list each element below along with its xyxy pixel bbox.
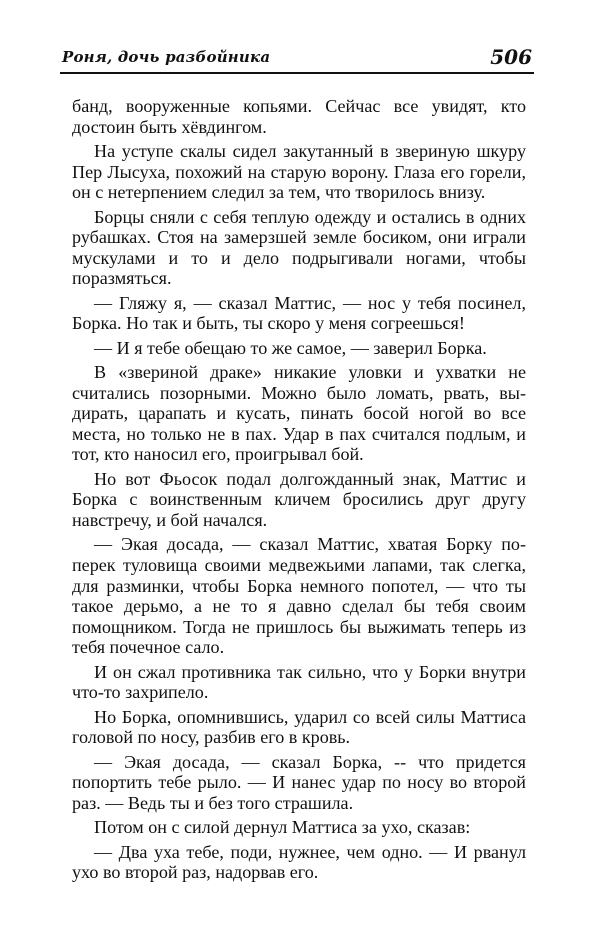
- page-number: 506: [490, 45, 532, 69]
- paragraph-5: — И я тебе обещаю то же самое, — заверил Борка.: [94, 337, 487, 358]
- paragraph-2: На уступе скалы сидел закутанный в звериную шкуру Пер Лысуха, похожий на старую ворону. Глаза его горели, он с нетерпением следил за тем, что творилось внизу.: [72, 140, 526, 203]
- paragraph-11: — Экая досада, — сказал Борка, -- что придется попортить тебе рыло. — И нанес удар по носу во второй раз. — Ведь ты и без того страшила.: [72, 751, 526, 813]
- header-rule: [60, 72, 534, 74]
- paragraph-10: Но Борка, опомнившись, ударил со всей силы Маттиса головой по носу, разбив его в кровь.: [72, 706, 526, 748]
- paragraph-1: банд, вооруженные копьями. Сейчас все увидят, кто достоин быть хёвдингом.: [72, 96, 526, 137]
- paragraph-4: — Гляжу я, — сказал Маттис, — нос у тебя посинел, Борка. Но так и быть, ты скоро у меня согреешься!: [72, 292, 526, 334]
- paragraph-7: Но вот Фьосок подал долгожданный знак, Маттис и Борка с воинственным кличем бросились друг другу навстречу, и бой начался.: [72, 468, 526, 531]
- paragraph-8: — Экая досада, — сказал Маттис, хватая Борку поперек туловища своими медвежьими лапами, так слегка, для разминки, чтобы Борка немного попотел, — что ты такое дерьмо, а не то я давно сделал бы тебя своим помощником. Тогда не пришлось бы выжимать теперь из тебя почечное сало.: [72, 534, 526, 658]
- running-head: [60, 44, 534, 76]
- paragraph-12: Потом он с силой дернул Маттиса за ухо, сказав:: [94, 817, 471, 838]
- paragraph-13: — Два уха тебе, поди, нужнее, чем одно. — И рванул ухо во второй раз, надорвав его.: [72, 841, 526, 883]
- paragraph-6: В «звериной драке» никакие уловки и ухватки не считались позорными. Можно было ломать, рвать, выдирать, царапать и кусать, пинать босой ногой во все места, но только не в пах. Удар в пах считался подлым, и тот, кто наносил его, проигрывал бой.: [72, 362, 526, 465]
- body-text: [72, 96, 526, 887]
- paragraph-3: Борцы сняли с себя теплую одежду и остались в одних рубашках. Стоя на замерзшей земле босиком, они играли мускулами и то и дело подрыгивали ногами, чтобы поразмяться.: [72, 206, 526, 289]
- paragraph-9: И он сжал противника так сильно, что у Борки внутри что-то захрипело.: [72, 661, 526, 703]
- running-title: Роня, дочь разбойника: [62, 48, 271, 66]
